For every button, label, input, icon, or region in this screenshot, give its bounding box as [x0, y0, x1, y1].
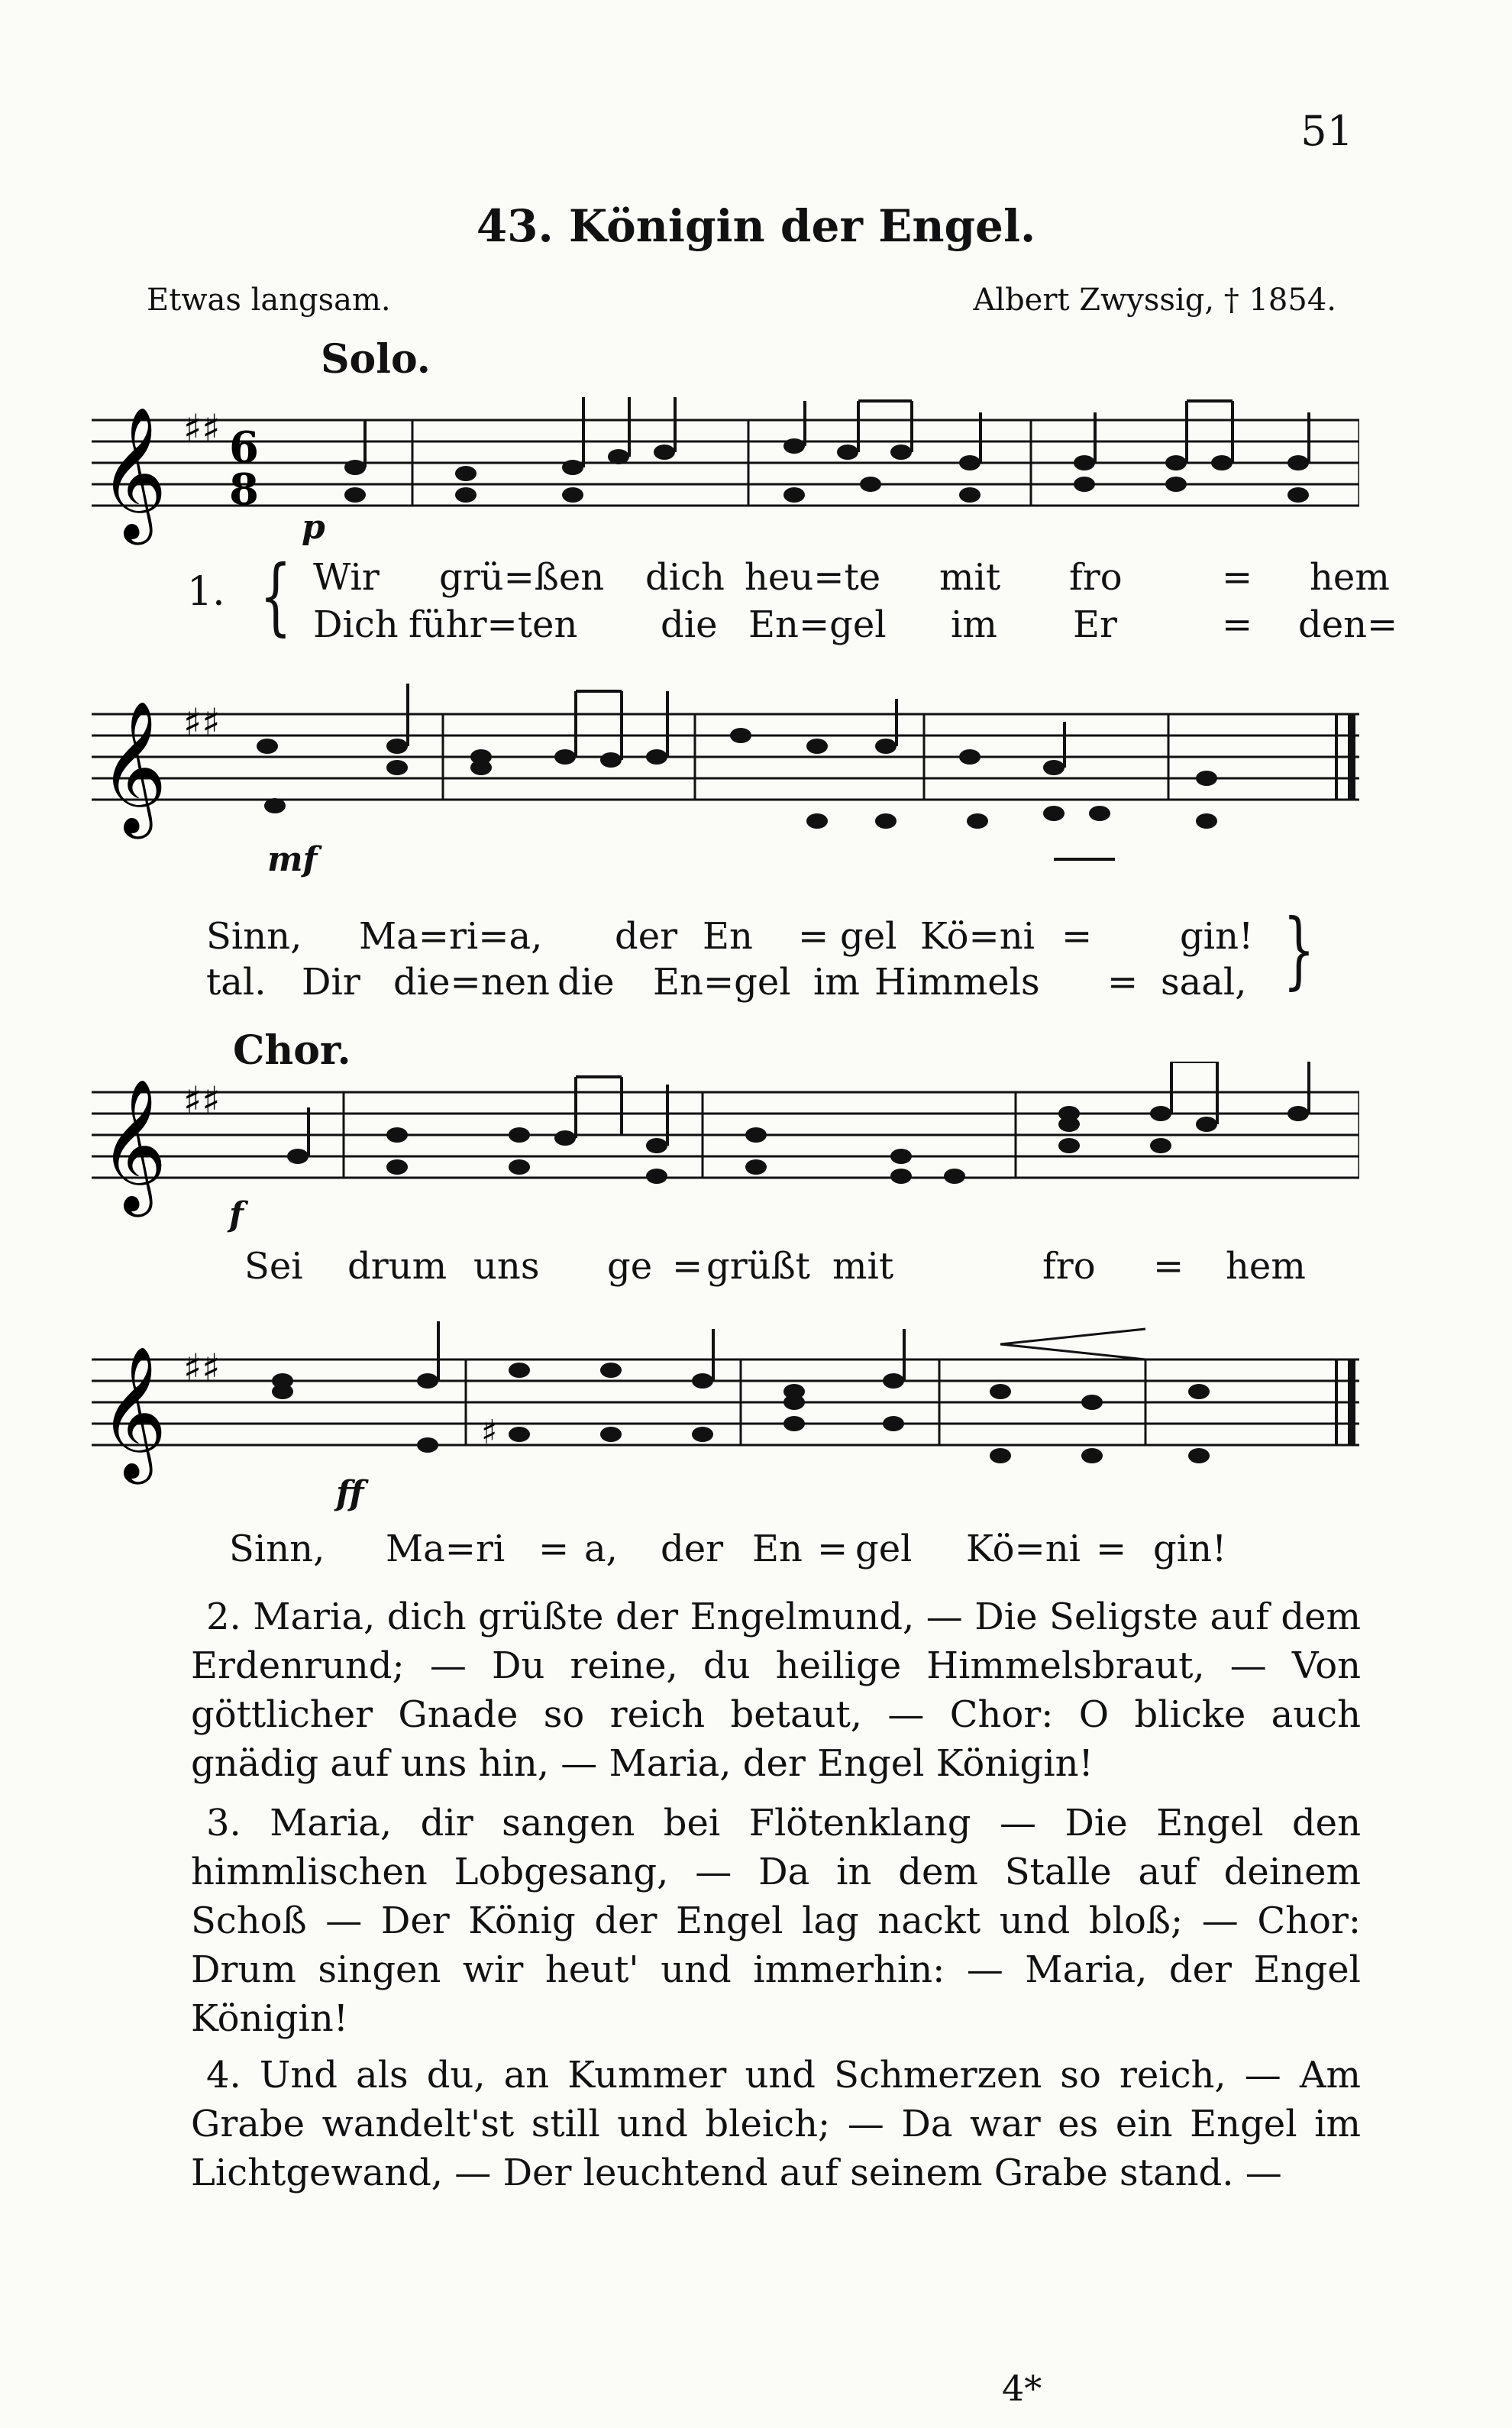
- lyric: den=: [1298, 603, 1398, 646]
- svg-text:𝄞: 𝄞: [99, 1078, 167, 1211]
- lyric: die=nen: [393, 961, 550, 1004]
- staff-1-notation: [92, 397, 1359, 550]
- lyric: =: [817, 1528, 848, 1570]
- lyric: der: [661, 1528, 724, 1570]
- lyric: grü=ßen: [439, 556, 605, 599]
- lyric: saal,: [1161, 961, 1247, 1004]
- music-staff-3: [92, 1062, 1359, 1253]
- lyric: =: [798, 915, 829, 958]
- staff-3-notation: [92, 1062, 1359, 1253]
- lyric: a,: [584, 1528, 618, 1570]
- dynamic-mf: mf: [267, 840, 318, 879]
- dynamic-f: f: [229, 1195, 244, 1234]
- lyric: die: [661, 603, 718, 646]
- time-sig-bottom: 8: [229, 464, 259, 515]
- stanza-2: 2. Maria, dich grüßte der Engelmund, — Die Seligste auf dem Erdenrund; — Du reine, du heilige Himmelsbraut, — Von göttlicher Gnade so reich betaut, — Chor: O blicke auch gnädig auf uns hin, — Maria, der Engel Königin!: [191, 1595, 1361, 1785]
- lyric: Sei: [244, 1245, 303, 1288]
- lyric: Dich: [313, 603, 399, 646]
- svg-text:𝄞: 𝄞: [99, 406, 167, 539]
- signature-mark: 4*: [1002, 2368, 1042, 2409]
- lyrics-system3: [0, 1245, 1512, 1291]
- lyric: Ma=ri: [386, 1528, 506, 1570]
- svg-text:♯♯: ♯♯: [183, 1346, 221, 1390]
- lyric: gin!: [1180, 915, 1254, 958]
- lyric: Wir: [313, 556, 380, 599]
- chor-label: Chor.: [233, 1027, 351, 1074]
- time-sig-top: 6: [229, 422, 259, 473]
- lyric: gel: [855, 1528, 913, 1570]
- lyric: =: [1061, 915, 1093, 958]
- lyric: =: [1107, 961, 1139, 1004]
- tempo-marking: Etwas langsam.: [147, 283, 391, 318]
- lyric: drum: [347, 1245, 447, 1288]
- music-staff-4: [92, 1314, 1359, 1512]
- lyric: En: [752, 1528, 803, 1570]
- lyric: =: [1153, 1245, 1184, 1288]
- lyric: En: [703, 915, 753, 958]
- lyric: Sinn,: [206, 915, 302, 958]
- lyric: im: [813, 961, 860, 1004]
- lyric: Er: [1073, 603, 1117, 646]
- dynamic-p: p: [302, 508, 325, 547]
- lyric: ge: [607, 1245, 653, 1288]
- verse-brace-left: {: [260, 547, 292, 645]
- lyric: führ=ten: [409, 603, 578, 646]
- lyric: fro: [1069, 556, 1123, 599]
- svg-text:♯: ♯: [481, 1413, 498, 1452]
- lyric: =: [1222, 556, 1253, 599]
- composer-credit: Albert Zwyssig, † 1854.: [973, 283, 1336, 318]
- stanza-4: 4. Und als du, an Kummer und Schmerzen so reich, — Am Grabe wandelt'st still und bleich; — Da war es ein Engel im Lichtgewand, — Der leuchtend auf seinem Grabe stand. —: [191, 2054, 1361, 2194]
- lyric: =: [1222, 603, 1253, 646]
- lyric: grüßt: [706, 1245, 810, 1288]
- music-staff-1: [92, 397, 1359, 550]
- song-title: 43. Königin der Engel.: [476, 200, 1036, 252]
- lyric: =: [1096, 1528, 1127, 1570]
- svg-text:♯♯: ♯♯: [183, 700, 221, 745]
- lyric: uns: [473, 1245, 540, 1288]
- lyric: Sinn,: [229, 1528, 325, 1570]
- lyric: die: [557, 961, 615, 1004]
- lyric: En=gel: [748, 603, 887, 646]
- lyric: Kö=ni: [920, 915, 1035, 958]
- staff-4-notation: [92, 1314, 1359, 1512]
- verse-brace-right: }: [1283, 900, 1315, 998]
- lyric: Dir: [302, 961, 360, 1004]
- lyric: =: [672, 1245, 703, 1288]
- lyric: Ma=ri=a,: [359, 915, 543, 958]
- dynamic-ff: ff: [336, 1474, 364, 1513]
- lyric: mit: [832, 1245, 894, 1288]
- lyric: hem: [1310, 556, 1390, 599]
- page-number: 51: [1300, 107, 1353, 155]
- svg-text:♯♯: ♯♯: [183, 1078, 221, 1123]
- lyric: mit: [939, 556, 1001, 599]
- lyric: gel: [840, 915, 897, 958]
- lyrics-system4: [0, 1528, 1512, 1573]
- lyric: Kö=ni: [966, 1528, 1081, 1570]
- lyric: heu=te: [745, 556, 881, 599]
- verse-number: 1.: [187, 569, 225, 615]
- lyric: dich: [645, 556, 725, 599]
- svg-text:𝄞: 𝄞: [99, 700, 167, 833]
- svg-text:♯♯: ♯♯: [183, 406, 221, 451]
- lyrics-system1-line1: [0, 556, 1512, 602]
- lyric: En=gel: [653, 961, 791, 1004]
- lyric: gin!: [1153, 1528, 1227, 1570]
- svg-text:𝄞: 𝄞: [99, 1346, 167, 1479]
- lyric: im: [951, 603, 997, 646]
- lyric: =: [538, 1528, 570, 1570]
- lyric: Himmels: [874, 961, 1040, 1004]
- lyric: fro: [1042, 1245, 1096, 1288]
- lyric: der: [615, 915, 678, 958]
- lyric: tal.: [206, 961, 267, 1004]
- stanza-3: 3. Maria, dir sangen bei Flötenklang — Die Engel den himmlischen Lobgesang, — Da in dem Stalle auf deinem Schoß — Der König der Engel lag nackt und bloß; — Chor: Drum singen wir heut' und immerhin: — Maria, der Engel Königin!: [191, 1802, 1361, 2040]
- lyric: hem: [1226, 1245, 1306, 1288]
- solo-label: Solo.: [321, 336, 431, 383]
- lyrics-system1-line2: [0, 603, 1512, 649]
